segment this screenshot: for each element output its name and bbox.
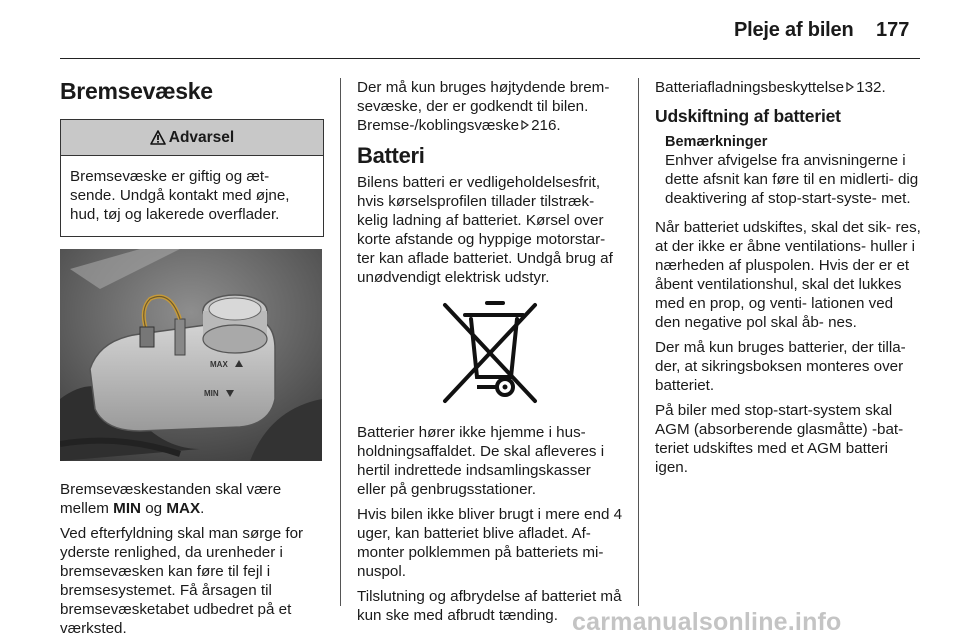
section-heading-brake-fluid: Bremsevæske — [60, 78, 213, 104]
reference-page[interactable]: 132. — [856, 79, 886, 96]
column-1 — [60, 78, 324, 644]
discharge-protection-reference: Batteriafladningsbeskyttelse 132. — [655, 79, 886, 96]
warning-header — [61, 120, 323, 156]
battery-connect-text: Tilslutning og afbrydelse af batteriet må kun ske med afbrudt tænding. — [357, 588, 622, 624]
warning-title: Advarsel — [168, 129, 235, 146]
column-2 — [357, 78, 623, 631]
section-heading-battery-replacement: Udskiftning af batteriet — [655, 106, 841, 126]
brake-fluid-reference: Bremse-/koblingsvæske 216. — [357, 117, 561, 134]
battery-disposal-text: Batterier hører ikke hjemme i hus- holdningsaffaldet. De skal afleveres i hertil indrettede indsamlingskasser eller på genbrugsstationer. — [357, 424, 605, 498]
brake-fluid-quality-text: Der må kun bruges højtydende brem- sevæske, der er godkendt til bilen. — [357, 79, 610, 115]
header-divider — [60, 58, 920, 59]
column-3 — [655, 78, 921, 483]
vent-holes-text: Når batteriet udskiftes, skal det sik- res, at der ikke er åbne ventilations- huller i nærheden af pluspolen. Hvis der er et åbent ventilationshul, skal det lukkes med en prop, og venti- lationen ved den negative pol skal åb- nes. — [655, 219, 921, 331]
note-text: Enhver afvigelse fra anvisningerne i dette afsnit kan føre til en midlerti- dig deaktivering af stop-start-syste- met. — [665, 152, 919, 207]
battery-maintenance-text: Bilens batteri er vedligeholdelsesfrit, hvis kørselsprofilen tillader tilstræk- kelig ladning af batteriet. Kørsel over korte afstande og hyppige motorstar- ter kan aflade batteriet. Undgå brug af unødvendigt elektrisk udstyr. — [357, 174, 613, 286]
column-divider-2 — [638, 78, 639, 606]
photo-label-max: MAX — [210, 360, 228, 369]
battery-discharge-text: Hvis bilen ikke bliver brugt i mere end 4 uger, kan batteriet blive afladet. Af- monter polklemmen på batteriets mi- nuspol. — [357, 506, 623, 580]
running-header-title: Pleje af bilen — [734, 19, 854, 41]
page-reference-icon — [846, 82, 854, 92]
refill-cleanliness-text: Ved efterfyldning skal man sørge for yderste renlighed, da urenheder i bremsevæsken kan føre til fejl i bremsesystemet. Få årsagen til bremsevæsketabet udbedret på et værksted. — [60, 525, 304, 637]
page-number: 177 — [876, 19, 910, 41]
column-divider-1 — [340, 78, 341, 606]
fuse-box-text: Der må kun bruges batterier, der tilla- der, at sikringsboksen monteres over batteriet. — [655, 339, 906, 394]
page-reference-icon — [521, 120, 529, 130]
max-label: MAX — [166, 500, 201, 517]
watermark: carmanualsonline.info — [572, 608, 842, 636]
photo-label-min: MIN — [204, 389, 219, 398]
reference-page[interactable]: 216. — [531, 117, 561, 134]
crossed-out-bin-icon — [435, 297, 545, 409]
warning-box — [60, 119, 324, 237]
brake-fluid-level-text: Bremsevæskestanden skal være mellem MIN og MAX. — [60, 481, 282, 517]
note-block — [655, 133, 921, 208]
agm-battery-text: På biler med stop-start-system skal AGM (absorberende glasmåtte) -bat- teriet udskiftes med et AGM batteri igen. — [655, 402, 904, 476]
warning-triangle-icon — [150, 130, 166, 145]
brake-fluid-reservoir-photo — [60, 249, 322, 461]
section-heading-battery: Batteri — [357, 143, 425, 168]
note-title: Bemærkninger — [665, 134, 768, 150]
min-label: MIN — [113, 500, 142, 517]
warning-text: Bremsevæske er giftig og æt- sende. Undgå kontakt med øjne, hud, tøj og lakerede overflader. — [70, 168, 290, 223]
